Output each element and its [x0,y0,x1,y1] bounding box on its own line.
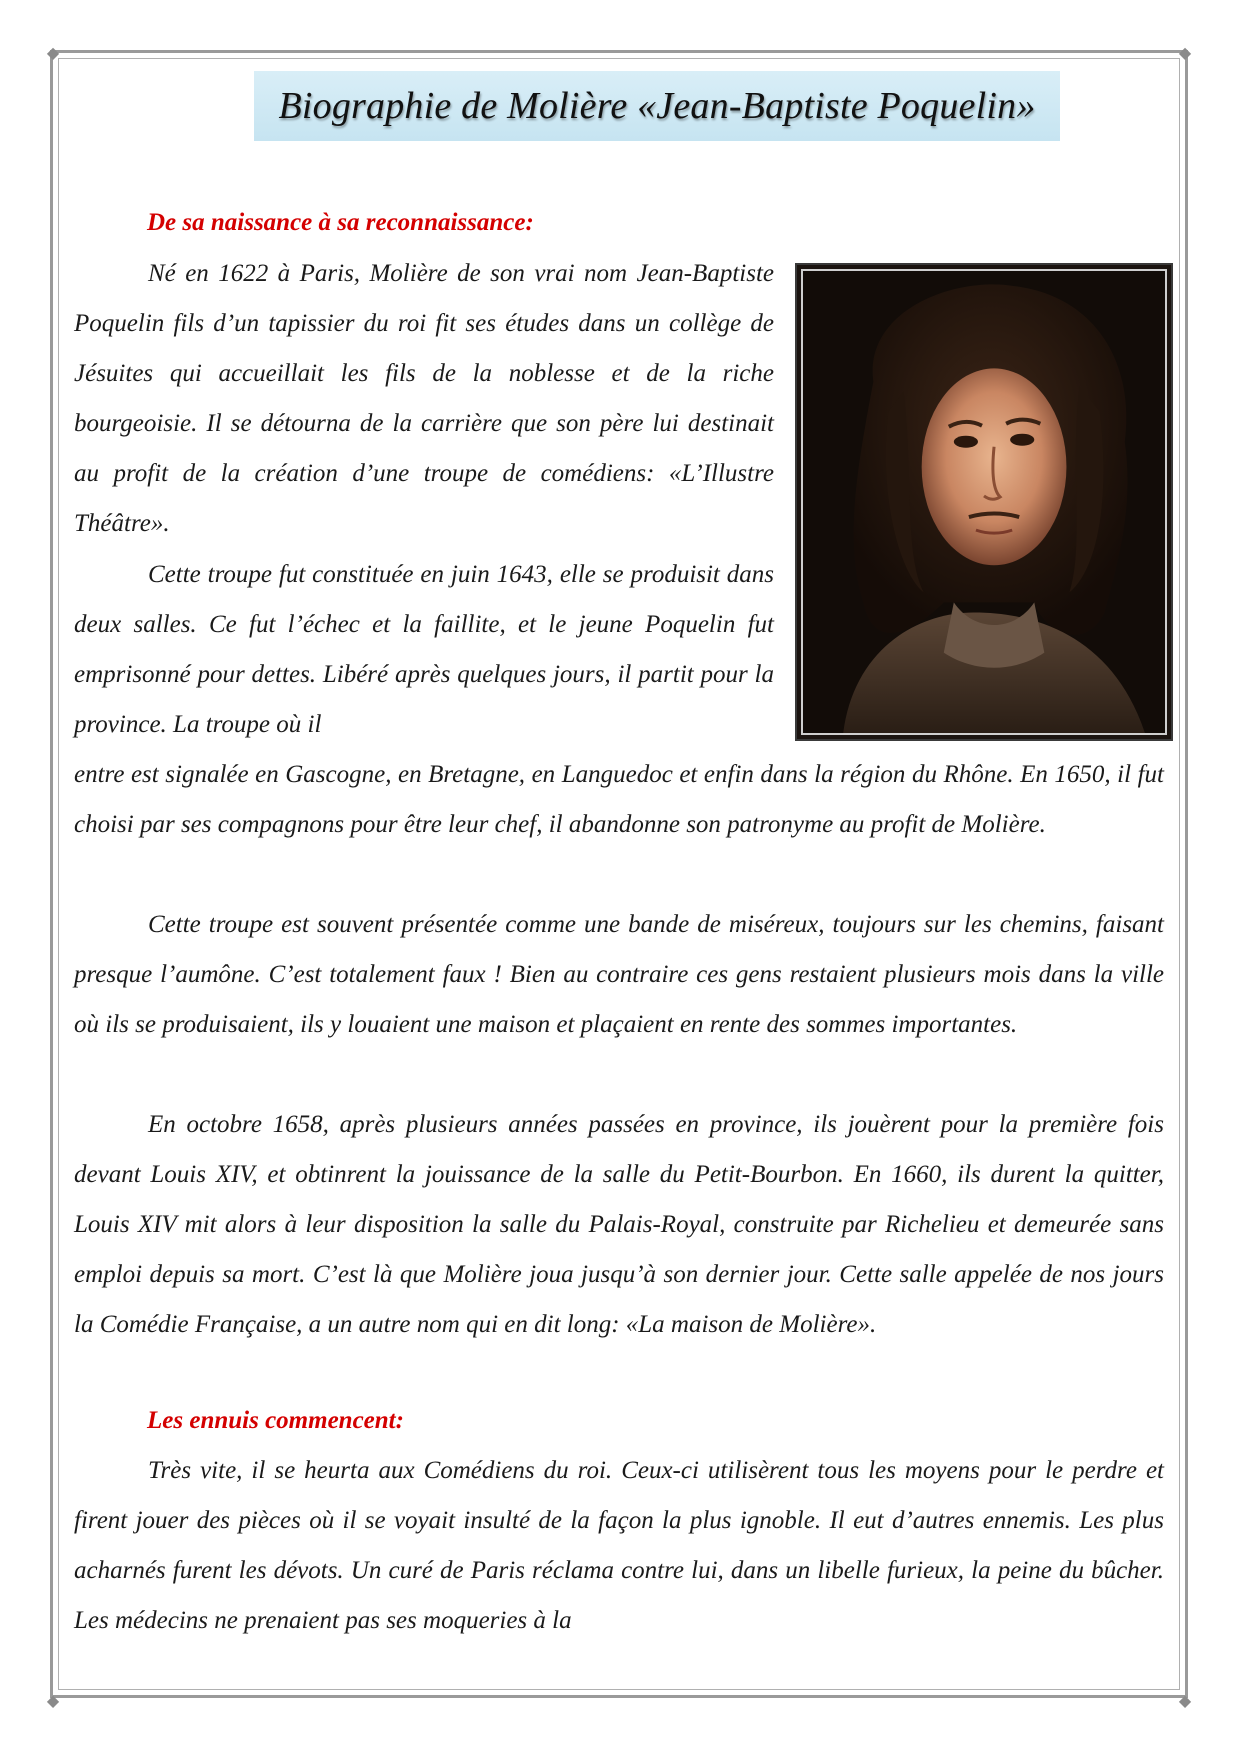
portrait-drawing [803,271,1165,733]
corner-ornament-icon: ◆ [1178,1691,1192,1710]
title-banner [254,71,1060,141]
moliere-portrait [795,263,1173,741]
section-heading-ennuis: Les ennuis commencent: [147,1407,404,1434]
corner-ornament-icon: ◆ [46,1691,60,1710]
paragraph-troupe-start: Cette troupe fut constituée en juin 1643, elle se produisit dans deux salles. Ce fut l’échec et la faillite, et le jeune Poquelin fut emprisonné pour dettes. Libéré après quelques jours, il partit pour la province. La troupe où il [74,561,774,738]
section-heading-naissance: De sa naissance à sa reconnaissance: [147,209,534,236]
paragraph-troupe-continued: entre est signalée en Gascogne, en Bretagne, en Languedoc et enfin dans la région du Rhône. En 1650, il fut choisi par ses compagnons pour être leur chef, il abandonne son patronyme au profit de Molière. [74,761,1164,838]
paragraph-troupe-reputation: Cette troupe est souvent présentée comme une bande de miséreux, toujours sur les chemins, faisant presque l’aumône. C’est totalement faux ! Bien au contraire ces gens restaient plusieurs mois dans la ville où ils se produisaient, ils y louaient une maison et plaçaient en rente des sommes importantes. [74,911,1164,1038]
corner-ornament-icon: ◆ [1178,43,1192,62]
paragraph-ennemis: Très vite, il se heurta aux Comédiens du roi. Ceux-ci utilisèrent tous les moyens pour le perdre et firent jouer des pièces où il se voyait insulté de la façon la plus ignoble. Il eut d’autres ennemis. Les plus acharnés furent les dévots. Un curé de Paris réclama contre lui, dans un libelle furieux, la peine du bûcher. Les médecins ne prenaient pas ses moqueries à la [74,1457,1164,1634]
corner-ornament-icon: ◆ [46,43,60,62]
page-title: Biographie de Molière «Jean-Baptiste Poquelin» [278,85,1036,127]
portrait-painting-icon [801,269,1167,735]
paragraph-louis-xiv: En octobre 1658, après plusieurs années passées en province, ils jouèrent pour la première fois devant Louis XIV, et obtinrent la jouissance de la salle du Petit-Bourbon. En 1660, ils durent la quitter, Louis XIV mit alors à leur disposition la salle du Palais-Royal, construite par Richelieu et demeurée sans emploi depuis sa mort. C’est là que Molière joua jusqu’à son dernier jour. Cette salle appelée de nos jours la Comédie Française, a un autre nom qui en dit long: «La maison de Molière». [74,1111,1164,1338]
paragraph-birth: Né en 1622 à Paris, Molière de son vrai nom Jean-Baptiste Poquelin fils d’un tapissier du roi fit ses études dans un collège de Jésuites qui accueillait les fils de la noblesse et de la riche bourgeoisie. Il se détourna de la carrière que son père lui destinait au profit de la création d’une troupe de comédiens: «L’Illustre Théâtre». [74,260,774,537]
